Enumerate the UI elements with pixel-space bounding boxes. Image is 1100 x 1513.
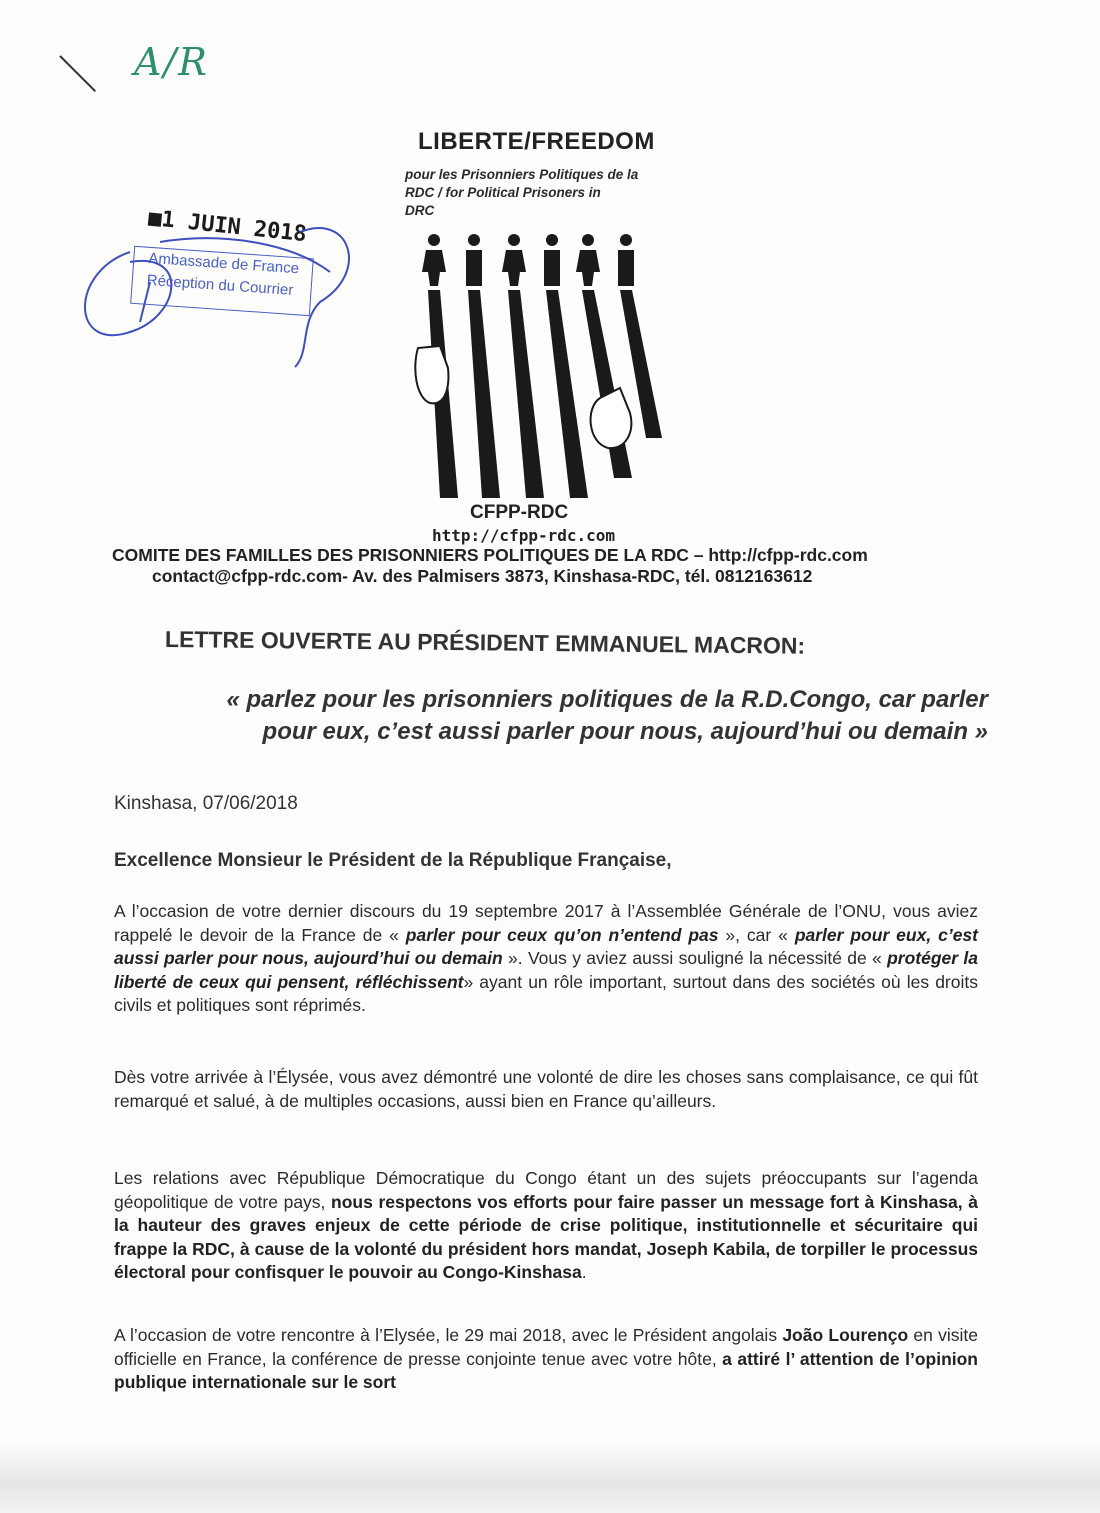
header-title: LIBERTE/FREEDOM — [418, 128, 655, 155]
org-url: http://cfpp-rdc.com — [432, 526, 616, 545]
org-short-name: CFPP-RDC — [470, 502, 569, 523]
pen-stroke — [59, 55, 96, 92]
header-subtitle: pour les Prisonniers Politiques de la RDC / for Political Prisoners in DRC — [405, 167, 639, 218]
salutation: Excellence Monsieur le Président de la République Française, — [114, 850, 672, 871]
signature-scribble — [70, 212, 360, 372]
figure-6 — [618, 234, 634, 286]
stamp-line-1: Ambassade de France — [147, 249, 300, 278]
paragraph-2: Dès votre arrivée à l’Élysée, vous avez démontré une volonté de dire les choses sans complaisance, ce qui fût remarqué et salué, à de multiples occasions, aussi bien en France qu’ailleurs. — [114, 1067, 978, 1111]
bar-2 — [468, 290, 500, 498]
prisoners-logo — [410, 228, 670, 503]
org-contact: contact@cfpp-rdc.com- Av. des Palmisers 3873, Kinshasa-RDC, tél. 0812163612 — [152, 566, 813, 586]
letter-title: LETTRE OUVERTE AU PRÉSIDENT EMMANUEL MACRON: — [164, 626, 806, 659]
paragraph-3: Les relations avec République Démocratique du Congo étant un des sujets préoccupants sur l’agenda géopolitique de votre pays, nous respectons vos efforts pour faire passer un message fort à Kinshasa, à la hauteur des graves enjeux de cette période de crise politique, institutionnelle et sécuritaire qui frappe la RDC, à cause de la volonté du président hors mandat, Joseph Kabila, de torpiller le processus électoral pour confisquer le pouvoir au Congo-Kinshasa. — [114, 1168, 978, 1282]
figure-2 — [466, 234, 482, 286]
stamp-line-2: Réception du Courrier — [146, 271, 294, 299]
figure-3 — [502, 234, 526, 286]
left-hand — [415, 346, 448, 403]
figure-1 — [422, 234, 446, 286]
handwritten-annotation: A/R — [134, 40, 209, 84]
figure-5 — [576, 234, 600, 286]
right-hand — [591, 388, 632, 448]
figure-4 — [544, 234, 560, 286]
bar-5 — [582, 290, 632, 478]
bar-3 — [508, 290, 544, 498]
paragraph-4: A l’occasion de votre rencontre à l’Elysée, le 29 mai 2018, avec le Président angolais João Lourenço en visite officielle en France, la conférence de presse conjointe tenue avec votre hôte, a attiré l’ attention de l’opinion publique internationale sur le sort — [114, 1325, 978, 1392]
place-date: Kinshasa, 07/06/2018 — [114, 793, 298, 814]
bar-4 — [546, 290, 588, 498]
org-full-name: COMITE DES FAMILLES DES PRISONNIERS POLITIQUES DE LA RDC – http://cfpp-rdc.com — [112, 545, 868, 565]
letter-quote: « parlez pour les prisonniers politiques de la R.D.Congo, car parler pour eux, c’est aussi parler pour nous, aujourd’hui ou demain » — [226, 686, 988, 745]
scan-shadow — [0, 1440, 1100, 1513]
paragraph-1: A l’occasion de votre dernier discours du 19 septembre 2017 à l’Assemblée Générale de l’ONU, vous aviez rappelé le devoir de la France de « parler pour ceux qu’on n’entend pas », car « parler pour eux, c’est aussi parler pour nous, aujourd’hui ou demain ». Vous y aviez aussi souligné la nécessité de « protéger la liberté de ceux qui pensent, réfléchissent» ayant un rôle important, surtout dans des sociétés où les droits civils et politiques sont réprimés. — [114, 901, 978, 1015]
stamp-date: ■1 JUIN 2018 — [147, 205, 308, 248]
